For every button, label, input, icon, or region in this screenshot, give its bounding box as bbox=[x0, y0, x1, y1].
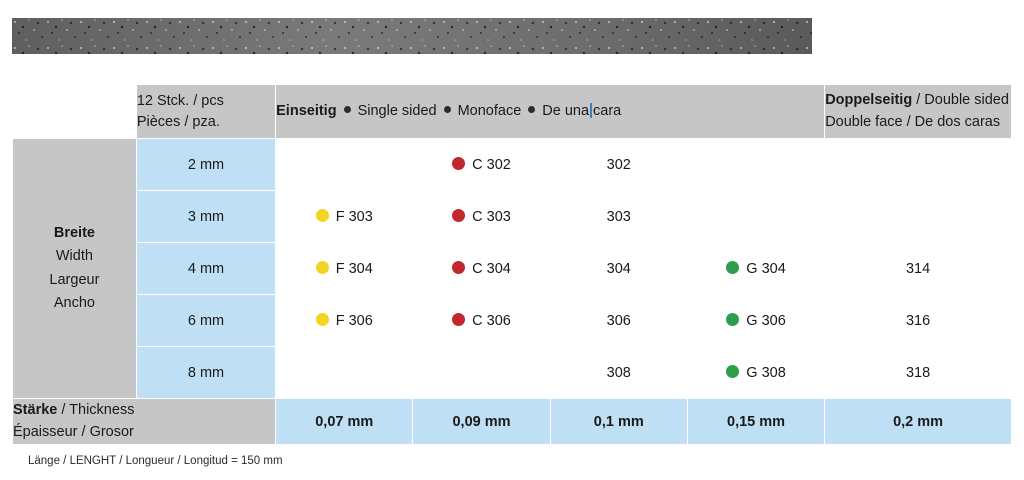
single-sided-es-part1: De una bbox=[542, 103, 590, 120]
thickness-label-cell bbox=[13, 399, 276, 445]
product-cell bbox=[687, 191, 824, 243]
product-cell bbox=[687, 243, 824, 295]
width-label-fr: Largeur bbox=[49, 271, 100, 288]
product-code: 302 bbox=[606, 156, 631, 173]
width-label-en: Width bbox=[55, 248, 93, 265]
table-row bbox=[13, 347, 1012, 399]
length-footnote: Länge / LENGHT / Longueur / Longitud = 150 mm bbox=[28, 455, 283, 467]
product-code: F 304 bbox=[335, 260, 373, 277]
product-cell bbox=[413, 243, 550, 295]
green-dot-icon bbox=[726, 313, 739, 326]
thickness-label-de: Stärke bbox=[13, 402, 58, 419]
product-cell bbox=[413, 295, 550, 347]
thickness-value: 0,09 mm bbox=[413, 399, 550, 445]
red-dot-icon bbox=[452, 313, 465, 326]
product-cell bbox=[413, 139, 550, 191]
bullet-dot-icon bbox=[344, 106, 351, 113]
product-cell bbox=[550, 191, 687, 243]
width-label-de: Breite bbox=[53, 224, 95, 241]
product-cell bbox=[687, 139, 824, 191]
product-code: G 306 bbox=[746, 312, 786, 329]
size-label: 3 mm bbox=[136, 191, 275, 243]
table-row bbox=[13, 243, 1012, 295]
single-sided-en: Single sided bbox=[357, 103, 437, 120]
size-label: 4 mm bbox=[136, 243, 275, 295]
product-cell bbox=[687, 347, 824, 399]
product-cell bbox=[276, 347, 413, 399]
thickness-label-en: / Thickness bbox=[57, 402, 135, 419]
text-cursor-icon bbox=[590, 103, 592, 118]
yellow-dot-icon bbox=[316, 313, 329, 326]
single-sided-de: Einseitig bbox=[276, 103, 337, 120]
header-piece-count bbox=[136, 85, 275, 139]
product-cell bbox=[825, 243, 1012, 295]
product-code: 306 bbox=[606, 312, 631, 329]
table-row bbox=[13, 139, 1012, 191]
thickness-value: 0,2 mm bbox=[825, 399, 1012, 445]
product-code: G 308 bbox=[746, 364, 786, 381]
product-cell bbox=[825, 139, 1012, 191]
product-cell bbox=[687, 295, 824, 347]
product-cell bbox=[550, 243, 687, 295]
double-sided-de: Doppelseitig bbox=[825, 92, 913, 109]
green-dot-icon bbox=[726, 261, 739, 274]
product-cell bbox=[276, 243, 413, 295]
product-code: F 303 bbox=[335, 208, 373, 225]
abrasive-strip-photo bbox=[12, 18, 812, 54]
product-cell bbox=[825, 295, 1012, 347]
red-dot-icon bbox=[452, 261, 465, 274]
width-label-cell bbox=[13, 139, 137, 399]
product-cell bbox=[413, 347, 550, 399]
piece-count-line-2: Pièces / pza. bbox=[136, 113, 220, 130]
red-dot-icon bbox=[452, 157, 465, 170]
header-double-sided bbox=[825, 85, 1012, 139]
single-sided-es-part2: cara bbox=[593, 103, 622, 120]
size-label: 6 mm bbox=[136, 295, 275, 347]
bullet-dot-icon bbox=[528, 106, 535, 113]
product-code: 318 bbox=[905, 364, 931, 381]
thickness-label-line-1 bbox=[13, 400, 275, 421]
thickness-value: 0,15 mm bbox=[687, 399, 824, 445]
thickness-value: 0,07 mm bbox=[276, 399, 413, 445]
size-label: 2 mm bbox=[136, 139, 275, 191]
product-cell bbox=[550, 347, 687, 399]
product-cell bbox=[413, 191, 550, 243]
double-sided-en: / Double sided bbox=[912, 92, 1009, 109]
product-matrix-table bbox=[12, 84, 1012, 445]
product-cell bbox=[276, 191, 413, 243]
product-cell bbox=[825, 191, 1012, 243]
product-code: G 304 bbox=[746, 260, 786, 277]
table-row bbox=[13, 295, 1012, 347]
product-code: 304 bbox=[606, 260, 631, 277]
header-corner-spacer bbox=[13, 85, 137, 139]
product-cell bbox=[276, 295, 413, 347]
product-code: C 303 bbox=[472, 208, 511, 225]
table-header-row bbox=[13, 85, 1012, 139]
product-code: 308 bbox=[606, 364, 631, 381]
red-dot-icon bbox=[452, 209, 465, 222]
product-cell bbox=[550, 139, 687, 191]
product-cell bbox=[550, 295, 687, 347]
product-code: F 306 bbox=[335, 312, 373, 329]
product-code: C 306 bbox=[472, 312, 511, 329]
product-code: 303 bbox=[606, 208, 631, 225]
yellow-dot-icon bbox=[316, 209, 329, 222]
product-code: C 302 bbox=[472, 156, 511, 173]
product-cell bbox=[276, 139, 413, 191]
product-cell bbox=[825, 347, 1012, 399]
product-code: C 304 bbox=[472, 260, 511, 277]
piece-count-line-1: 12 Stck. / pcs bbox=[136, 92, 224, 109]
single-sided-fr: Monoface bbox=[457, 103, 522, 120]
green-dot-icon bbox=[726, 365, 739, 378]
bullet-dot-icon bbox=[444, 106, 451, 113]
thickness-label-line-2: Épaisseur / Grosor bbox=[13, 423, 134, 440]
yellow-dot-icon bbox=[316, 261, 329, 274]
double-sided-line-2: Double face / De dos caras bbox=[825, 113, 1001, 130]
header-single-sided bbox=[276, 85, 825, 139]
width-label-es: Ancho bbox=[53, 294, 95, 311]
size-label: 8 mm bbox=[136, 347, 275, 399]
double-sided-line-1 bbox=[825, 90, 1011, 111]
table-row bbox=[13, 191, 1012, 243]
product-code: 316 bbox=[905, 312, 931, 329]
thickness-value: 0,1 mm bbox=[550, 399, 687, 445]
thickness-row bbox=[13, 399, 1012, 445]
product-code: 314 bbox=[905, 260, 931, 277]
